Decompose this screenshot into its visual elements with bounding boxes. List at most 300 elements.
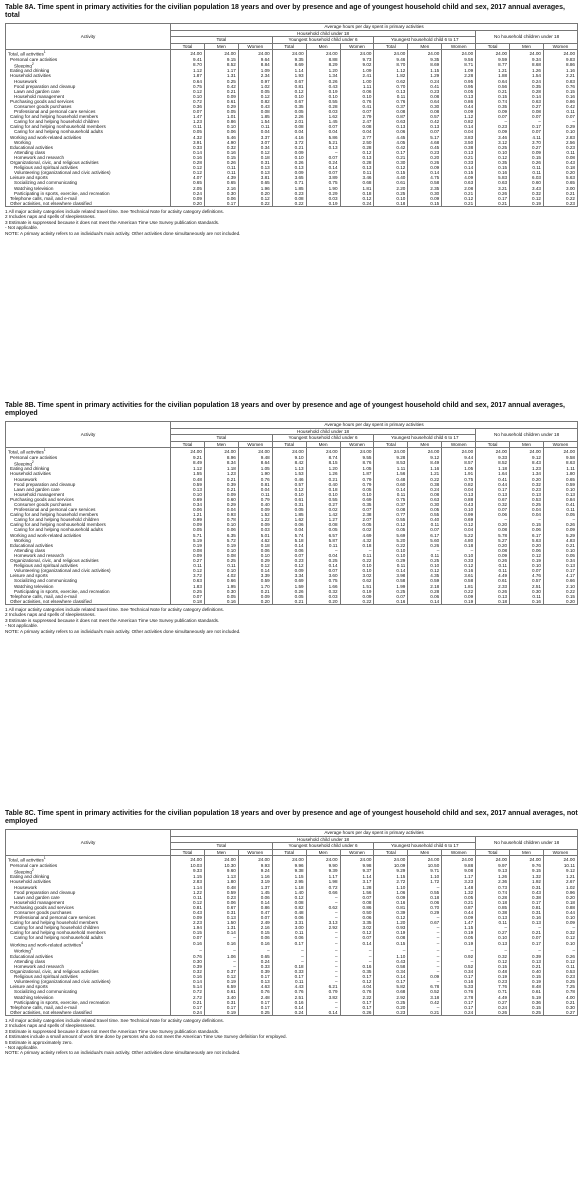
table-cell: 1.21 [171,512,205,517]
table-cell: 0.58 [374,964,408,969]
table-cell: 0.08 [204,553,238,558]
table-cell: 0.99 [442,512,476,517]
table-cell: 0.13 [272,165,306,170]
table-cell: 0.30 [408,104,442,109]
row-label-text: Educational activities [10,542,53,548]
table-cell: 0.24 [272,1010,306,1016]
data-table [5,421,578,605]
table-cell: – [204,947,238,954]
table-cell: 0.33 [442,160,476,165]
table-cell: 9.46 [374,57,408,62]
table-cell: 0.07 [340,507,374,512]
table-cell: 3.37 [238,135,272,140]
table-cell: 1.56 [374,471,408,476]
table-cell: 0.10 [204,568,238,573]
table-cell: 4.00 [543,995,577,1000]
table-cell: 0.35 [272,104,306,109]
table-cell: 0.19 [204,543,238,548]
table-cell: 0.03 [306,109,340,114]
table-cell: 0.03 [306,594,340,599]
table-cell: 0.70 [374,84,408,89]
table-cell: 0.24 [476,1005,510,1010]
table-cell: 0.26 [340,1010,374,1016]
table-cell: 2.35 [408,186,442,191]
table-cell: 10.50 [408,863,442,868]
table-cell: 0.26 [204,160,238,165]
table-cell: 0.11 [272,979,306,984]
table-cell: 0.32 [510,191,544,196]
table-cell: 5.27 [476,538,510,543]
table-cell: 0.22 [442,589,476,594]
table-cell: 0.07 [510,568,544,573]
table-cell: 2.10 [543,584,577,589]
table-cell: 0.05 [543,553,577,558]
table-cell: 0.20 [306,599,340,605]
table-cell: 0.32 [306,589,340,594]
table-cell: 1.15 [171,874,205,879]
table-cell: 0.25 [306,558,340,563]
table-cell: 0.43 [543,160,577,165]
table-cell: 0.17 [374,150,408,155]
table-cell: 0.21 [306,477,340,482]
row-label-text: Organizational, civic, and religious activities [10,160,99,166]
table-cell: 1.15 [442,925,476,930]
table-cell: 0.11 [340,553,374,558]
table-cell: 5.78 [476,533,510,538]
table-cell: 0.30 [374,160,408,165]
row-label-text: Household activities [10,73,51,79]
table-cell: 0.26 [476,589,510,594]
table-cell: 2.92 [374,995,408,1000]
row-label-text: Lawn and garden care [14,894,60,900]
table-cell: 2.23 [171,920,205,925]
table-cell: 0.14 [306,1010,340,1016]
table-cell: 0.69 [442,517,476,522]
table-cell: 3.02 [340,925,374,930]
table-cell: 0.32 [171,969,205,974]
table-cell: 1.09 [442,68,476,73]
table-cell: 0.12 [204,974,238,979]
table-cell: 5.69 [374,533,408,538]
table-cell: 0.26 [306,79,340,84]
table-cell: 0.11 [204,563,238,568]
table-cell: 0.39 [171,964,205,969]
table-cell: 0.18 [340,543,374,548]
table-cell: 0.14 [171,150,205,155]
row-label-text: Organizational, civic, and religious activities [10,969,99,975]
table-cell: 0.06 [272,522,306,527]
table-cell: 0.15 [204,155,238,160]
table-cell: 1.27 [306,517,340,522]
table-cell: 0.43 [510,890,544,895]
table-cell: 0.56 [476,84,510,89]
table-cell: 0.17 [340,1005,374,1010]
table-cell: 0.28 [340,145,374,150]
table-cell: 0.09 [476,553,510,558]
table-cell: 5.18 [272,538,306,543]
table-cell: 3.83 [442,135,476,140]
footnote: NOTE: A primary activity refers to an individual's main activity. Other activities done simultaneously are not included. [5,628,241,634]
table-cell: 0.35 [510,84,544,89]
table-cell: 3.61 [442,573,476,578]
row-label-text: Food preparation and cleanup [14,889,76,895]
table-cell: 0.24 [442,1010,476,1016]
table-cell: 1.21 [543,874,577,879]
table-cell: 4.39 [204,175,238,180]
table-cell: 0.10 [408,563,442,568]
table-cell: 0.10 [374,548,408,553]
table-cell: 0.69 [340,497,374,502]
table-cell: 0.48 [204,885,238,890]
footnote: 1 All major activity categories include related travel time. See Technical Note for activity category definitions. [5,606,224,612]
table-cell: – [306,1005,340,1010]
table-cell: 1.23 [510,466,544,471]
table-cell: 0.08 [374,109,408,114]
table-cell: 9.24 [238,868,272,875]
table-cell: 5.33 [442,984,476,989]
table-cell: 0.75 [306,180,340,185]
table-cell: 24.00 [510,856,544,863]
table-cell: 0.55 [306,497,340,502]
table-cell: 0.13 [442,94,476,99]
table-cell: 0.12 [374,915,408,920]
table-cell: 10.11 [543,863,577,868]
avg-hours-header: Average hours per day spent in primary activities [171,830,578,837]
table-cell: 1.22 [238,517,272,522]
table-cell: 0.38 [476,910,510,915]
table-cell: 0.21 [543,191,577,196]
table-row [6,201,578,207]
table-cell: – [510,925,544,930]
table-cell: – [204,959,238,964]
table-cell: 0.06 [171,507,205,512]
row-label-text: Household management [14,93,65,99]
table-cell: 0.24 [171,1010,205,1016]
table-cell: 0.25 [476,145,510,150]
table-cell: 0.19 [374,930,408,935]
table-cell: 0.07 [306,568,340,573]
table-title: Table 8A. Time spent in primary activities for the civilian population 18 years and over by presence and age of youngest household child and sex, 2017 annual averages, total [5,4,565,19]
table-header [6,422,578,448]
table-cell: 0.10 [543,487,577,492]
table-cell: 8.49 [171,460,205,467]
activity-header: Activity [6,422,171,448]
table-cell: 0.13 [238,165,272,170]
table-cell: 1.51 [340,584,374,589]
table-cell: 0.58 [374,578,408,583]
table-cell: 0.10 [374,553,408,558]
table-cell: 1.14 [171,885,205,890]
table-cell: 1.88 [476,73,510,78]
table-cell: 0.64 [408,99,442,104]
table-title: Table 8B. Time spent in primary activities for the civilian population 18 years and over by presence and age of youngest household child and sex, 2017 annual averages, employed [5,402,565,417]
table-cell: 0.10 [204,124,238,129]
table-cell: 0.26 [476,558,510,563]
table-cell: 8.43 [510,460,544,467]
table-cell: 0.16 [171,941,205,948]
table-cell: 0.37 [374,104,408,109]
table-cell: 1.05 [238,466,272,471]
table-cell: 8.70 [171,62,205,69]
table-cell: 0.20 [543,170,577,175]
table-cell: 2.34 [238,73,272,78]
table-cell: 0.37 [204,969,238,974]
row-label-text: Organizational, civic, and religious activities [10,558,99,564]
table-cell: 0.21 [204,89,238,94]
table-cell: 0.12 [272,895,306,900]
table-cell: 3.23 [442,879,476,884]
footnote: NOTE: A primary activity refers to an individual's main activity. Other activities done simultaneously are not included. [5,230,241,236]
table-cell: 7.25 [543,984,577,989]
table-cell: 4.68 [408,140,442,145]
table-cell: 0.16 [204,599,238,605]
table-cell: 1.96 [238,186,272,191]
table-cell: 2.83 [543,135,577,140]
table-cell: 0.06 [340,915,374,920]
table-cell: 0.08 [476,527,510,532]
table-cell: 0.52 [408,989,442,994]
table-cell: 0.08 [238,109,272,114]
table-cell: 0.17 [272,941,306,948]
table-cell: 0.41 [340,104,374,109]
table-cell: 1.92 [510,879,544,884]
table-cell: 0.60 [374,482,408,487]
table-cell: 0.10 [340,568,374,573]
table-cell: 0.18 [543,165,577,170]
table-cell: 0.35 [476,160,510,165]
table-cell: 0.33 [171,145,205,150]
table-cell: 5.19 [510,995,544,1000]
table-cell: 1.20 [306,68,340,73]
table-cell: 8.42 [272,460,306,467]
no-child-header: No household children under 18 [476,30,578,43]
table-cell: 2.72 [171,995,205,1000]
table-cell: 0.05 [340,522,374,527]
table-cell: 1.21 [476,68,510,73]
table-cell: 9.93 [238,863,272,868]
row-label [6,599,171,605]
table-cell: 0.05 [442,935,476,940]
table-cell: 0.19 [204,1010,238,1016]
row-label-text: Working [14,139,31,145]
table-cell: 0.04 [510,507,544,512]
row-label-text: Consumer goods purchases [14,910,72,915]
table-cell: – [272,947,306,954]
table-cell: 0.26 [510,160,544,165]
table-cell: 0.43 [171,910,205,915]
table-cell: 0.21 [510,930,544,935]
table-cell: 0.17 [442,974,476,979]
table-cell: 3.18 [408,995,442,1000]
table-cell: 0.17 [510,900,544,905]
table-cell: 0.21 [442,201,476,207]
table-cell: 0.21 [204,477,238,482]
table-cell: 0.16 [476,170,510,175]
table-cell: 0.30 [543,1005,577,1010]
table-cell: 0.75 [306,578,340,583]
table-cell: 0.18 [272,964,306,969]
table-cell: 1.52 [238,512,272,517]
table-cell: 8.86 [543,62,577,69]
table-cell: 0.19 [442,930,476,935]
table-cell: 0.37 [374,502,408,507]
table-cell: 0.21 [543,543,577,548]
table-cell: 0.09 [171,553,205,558]
table-cell: 0.82 [238,99,272,104]
table-cell: 0.13 [476,594,510,599]
table-cell: 0.07 [171,109,205,114]
table-cell: 0.66 [543,578,577,583]
table-cell: 9.33 [171,868,205,875]
table-cell: 0.12 [543,935,577,940]
col-header-men: Men [510,849,544,856]
table-cell: 9.41 [171,57,205,62]
table-cell: – [408,959,442,964]
table-cell: 0.11 [510,594,544,599]
table-cell: 0.28 [408,589,442,594]
row-label-text: Watching television [14,185,54,191]
table-cell: 0.11 [204,165,238,170]
table-cell: 0.72 [171,99,205,104]
table-cell: 0.19 [171,543,205,548]
table-cell: 0.21 [510,964,544,969]
table-cell: 0.08 [272,124,306,129]
table-cell: 4.90 [204,140,238,145]
row-label [6,50,171,57]
table-cell: 2.36 [476,879,510,884]
table-cell: 0.09 [238,507,272,512]
table-cell: 6.17 [510,533,544,538]
col-header-women: Women [442,441,476,448]
col-header-women: Women [238,849,272,856]
table-cell: 0.18 [306,487,340,492]
table-cell: 0.25 [510,1010,544,1016]
total-group-header: Total [171,37,273,44]
table-cell: 9.29 [374,868,408,875]
row-label-text: Caring for and helping nonhousehold adults [14,527,103,533]
table-cell: 0.13 [374,89,408,94]
table-cell: 0.12 [272,89,306,94]
table-cell: 0.19 [306,89,340,94]
row-label-text: Attending class [14,958,46,964]
no-child-header: No household children under 18 [476,836,578,849]
table-cell: 4.83 [543,538,577,543]
table-cell: 0.14 [408,599,442,605]
col-header-total: Total [374,441,408,448]
table-cell: 0.63 [408,497,442,502]
table-cell: 0.67 [408,920,442,925]
table-cell: 0.75 [442,477,476,482]
table-cell: 0.76 [374,99,408,104]
table-cell: 24.00 [476,856,510,863]
table-cell: 2.51 [272,995,306,1000]
table-cell: 0.14 [374,487,408,492]
table-cell: 4.40 [374,175,408,180]
table-cell: 0.08 [340,900,374,905]
table-cell: 0.10 [238,553,272,558]
avg-hours-header: Average hours per day spent in primary activities [171,422,578,429]
table-cell: 1.85 [272,512,306,517]
table-cell: 8.48 [510,984,544,989]
table-cell: 2.67 [543,879,577,884]
table-cell: 9.64 [238,57,272,62]
table-cell: 0.74 [476,890,510,895]
table-cell: 4.09 [442,175,476,180]
table-cell: 0.08 [306,522,340,527]
footnote: 2 Includes naps and spells of sleeplessness. [5,214,96,220]
table-cell: 0.04 [442,487,476,492]
table-cell: 0.86 [340,905,374,910]
table-cell: – [510,947,544,954]
col-header-total: Total [272,849,306,856]
table-cell: 8.49 [408,460,442,467]
table-cell: 0.15 [510,1005,544,1010]
table-cell: 0.13 [510,492,544,497]
col-header-total: Total [171,43,205,50]
row-label-text: Homework and research [14,964,65,969]
table-cell: 10.03 [171,863,205,868]
table-cell: – [408,885,442,890]
row-label-text: Other activities, not elsewhere classified [10,1009,92,1015]
row-label-text: Eating and drinking [10,874,50,880]
col-header-men: Men [204,43,238,50]
table-cell: 2.72 [374,879,408,884]
table-cell: 0.10 [171,492,205,497]
table-cell: 8.76 [340,460,374,467]
table-cell: 0.86 [442,99,476,104]
row-label-text: Caring for and helping nonhousehold adults [14,935,103,941]
table-cell: 9.76 [510,863,544,868]
table-cell: 24.00 [340,50,374,57]
table-cell: 5.72 [204,538,238,543]
table-cell: 0.12 [238,150,272,155]
table-cell: 0.17 [272,974,306,979]
table-cell: 4.32 [171,135,205,140]
table-cell: 4.35 [408,573,442,578]
table-cell: 0.24 [306,160,340,165]
table-cell: 0.33 [442,558,476,563]
table-cell: – [171,947,205,954]
table-cell: 0.09 [543,920,577,925]
table-cell: 4.17 [543,573,577,578]
table-cell: 4.75 [408,175,442,180]
row-label-text: Purchasing goods and services [10,98,74,104]
table-cell: 0.13 [306,145,340,150]
table-cell: 0.04 [306,129,340,134]
table-cell: 0.17 [204,1005,238,1010]
table-cell: 0.03 [238,527,272,532]
col-header-men: Men [408,849,442,856]
table-cell: 0.62 [306,905,340,910]
table-cell: 0.07 [340,895,374,900]
row-label-text: Professional and personal care services [14,109,96,115]
table-cell: – [306,900,340,905]
table-cell: 0.12 [510,196,544,201]
table-cell: 3.19 [238,879,272,884]
with-child-header: Household child under 18 [171,30,476,37]
table-cell: 1.01 [204,114,238,119]
table-cell: – [442,959,476,964]
row-label-text: Telephone calls, mail, and e-mail [10,593,77,599]
table-cell: 0.15 [476,165,510,170]
table-cell: 0.24 [408,487,442,492]
table-cell: 6.03 [510,175,544,180]
table-cell: 1.26 [476,874,510,879]
col-header-women: Women [340,441,374,448]
table-cell: 0.02 [306,507,340,512]
table-cell: 0.71 [476,989,510,994]
table-cell: – [204,935,238,940]
